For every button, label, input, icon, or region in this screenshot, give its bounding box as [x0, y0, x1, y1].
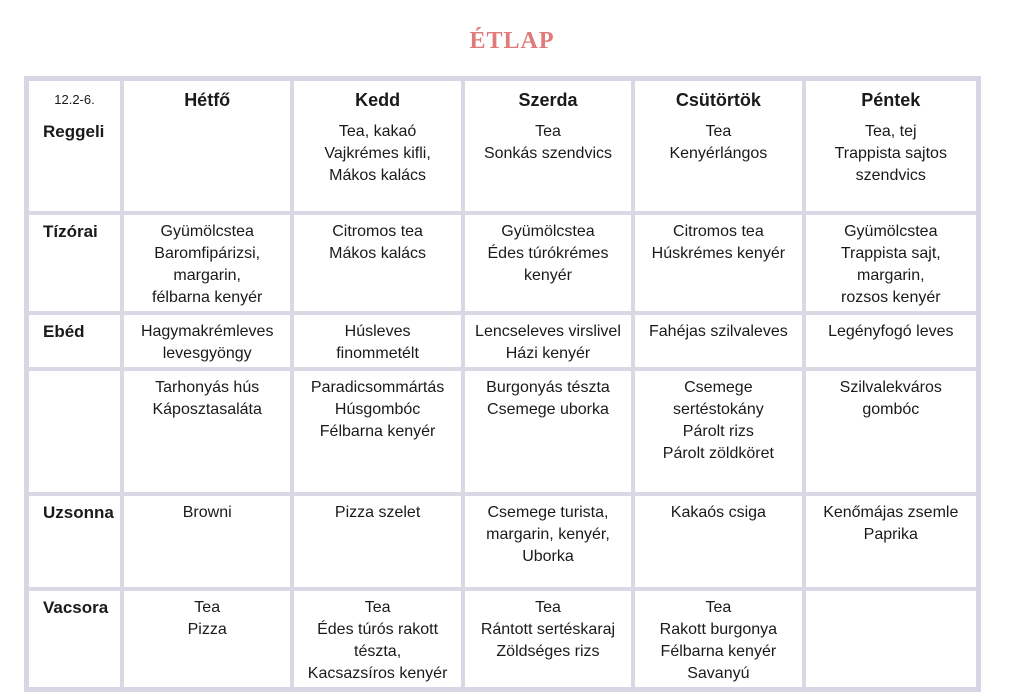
- menu-item-line: Uborka: [522, 548, 574, 565]
- meal-label: Ebéd: [29, 315, 124, 371]
- menu-item-line: finommetélt: [336, 345, 419, 362]
- menu-item-line: Citromos tea: [332, 223, 423, 240]
- menu-item-line: Gyümölcstea: [844, 223, 938, 240]
- menu-item-line: Paprika: [863, 526, 918, 543]
- menu-item-line: Mákos kalács: [329, 167, 427, 184]
- menu-item-line: Tea: [194, 599, 221, 616]
- menu-cell-monday: [124, 215, 294, 315]
- menu-cell-thursday: [635, 496, 805, 591]
- menu-cell-monday: [124, 315, 294, 371]
- menu-cell-thursday: [635, 371, 805, 496]
- day-header-friday: Péntek: [861, 90, 921, 110]
- menu-item-line: rozsos kenyér: [840, 289, 941, 306]
- menu-cell-monday: [124, 115, 294, 215]
- menu-item-line: Rakott burgonya: [659, 621, 778, 638]
- menu-item-line: Tea, tej: [864, 123, 917, 140]
- menu-item-line: Édes túrós rakott: [317, 621, 439, 638]
- meal-row: [29, 496, 976, 591]
- menu-item-line: szendvics: [855, 167, 926, 184]
- menu-item-line: Burgonyás tészta: [486, 379, 610, 396]
- menu-item-line: Csemege uborka: [487, 401, 609, 418]
- menu-cell-friday: [806, 496, 976, 591]
- menu-item-line: gombóc: [862, 401, 920, 418]
- menu-cell-wednesday: [465, 115, 635, 215]
- menu-item-line: sertéstokány: [673, 401, 764, 418]
- menu-item-line: Citromos tea: [673, 223, 764, 240]
- menu-item-line: Félbarna kenyér: [660, 643, 777, 660]
- menu-item-line: kenyér: [523, 267, 572, 284]
- menu-item-line: Húsleves: [344, 323, 411, 340]
- meal-label: Uzsonna: [29, 496, 124, 591]
- menu-cell-friday: [806, 115, 976, 215]
- menu-item-line: Gyümölcstea: [160, 223, 254, 240]
- menu-cell-thursday: [635, 591, 805, 687]
- menu-item-line: Tea: [535, 599, 561, 616]
- menu-item-line: Sonkás szendvics: [483, 145, 612, 162]
- date-range: 12.2-6.: [29, 81, 124, 115]
- menu-item-line: Párolt rizs: [682, 423, 754, 440]
- menu-item-line: Húskrémes kenyér: [651, 245, 786, 262]
- meal-label: [29, 371, 124, 496]
- menu-item-line: margarin,: [173, 267, 241, 284]
- meal-row: [29, 115, 976, 215]
- menu-item-line: Zöldséges rizs: [496, 643, 600, 660]
- menu-item-line: Csemege turista,: [487, 504, 609, 521]
- menu-item-line: Párolt zöldköret: [662, 445, 774, 462]
- menu-cell-thursday: [635, 215, 805, 315]
- menu-item-line: Húsgombóc: [334, 401, 421, 418]
- menu-cell-tuesday: [294, 371, 464, 496]
- menu-item-line: Vajkrémes kifli,: [324, 145, 431, 162]
- menu-cell-wednesday: [465, 215, 635, 315]
- day-header-thursday: Csütörtök: [635, 81, 805, 115]
- header-row: [29, 81, 976, 115]
- day-header-wednesday: Szerda: [465, 81, 635, 115]
- menu-item-line: Szilvalekváros: [839, 379, 942, 396]
- menu-cell-tuesday: [294, 315, 464, 371]
- menu-item-line: Házi kenyér: [505, 345, 591, 362]
- meal-row: [29, 371, 976, 496]
- meal-row: [29, 215, 976, 315]
- day-header-monday: Hétfő: [124, 81, 294, 115]
- menu-item-line: Trappista sajtos: [834, 145, 947, 162]
- menu-cell-friday: [806, 591, 976, 687]
- menu-item-line: margarin, kenyér,: [486, 526, 610, 543]
- meal-row: [29, 591, 976, 687]
- menu-item-line: Félbarna kenyér: [319, 423, 436, 440]
- menu-item-line: Mákos kalács: [329, 245, 427, 262]
- menu-cell-tuesday: [294, 115, 464, 215]
- menu-item-line: Trappista sajt,: [840, 245, 941, 262]
- menu-cell-thursday: [635, 315, 805, 371]
- menu-item-line: Tea: [364, 599, 391, 616]
- menu-cell-friday: [806, 371, 976, 496]
- menu-item-line: Fahéjas szilvaleves: [649, 323, 788, 340]
- menu-item-line: Savanyú: [687, 665, 750, 682]
- menu-cell-wednesday: [465, 591, 635, 687]
- menu-cell-monday: [124, 371, 294, 496]
- menu-item-line: félbarna kenyér: [152, 289, 263, 306]
- menu-item-line: Legényfogó leves: [828, 323, 954, 340]
- menu-cell-wednesday: [465, 496, 635, 591]
- menu-item-line: Tea, kakaó: [338, 123, 417, 140]
- menu-cell-wednesday: [465, 371, 635, 496]
- page-title: ÉTLAP: [469, 28, 555, 54]
- menu-item-line: Hagymakrémleves: [140, 323, 274, 340]
- menu-item-line: Pizza: [187, 621, 227, 638]
- menu-item-line: Rántott sertéskaraj: [480, 621, 616, 638]
- menu-item-line: Baromfipárizsi,: [154, 245, 261, 262]
- menu-item-line: Káposztasaláta: [152, 401, 262, 418]
- meal-label: Reggeli: [29, 115, 124, 215]
- menu-item-line: Tea: [705, 123, 732, 140]
- menu-cell-friday: [806, 215, 976, 315]
- day-header-tuesday: Kedd: [294, 81, 464, 115]
- menu-item-line: Tarhonyás hús: [155, 379, 260, 396]
- menu-body: [29, 115, 976, 687]
- menu-item-line: levesgyöngy: [162, 345, 252, 362]
- menu-item-line: Kacsazsíros kenyér: [307, 665, 448, 682]
- menu-item-line: Gyümölcstea: [501, 223, 595, 240]
- meal-label: Vacsora: [29, 591, 124, 687]
- menu-cell-tuesday: [294, 496, 464, 591]
- menu-cell-thursday: [635, 115, 805, 215]
- menu-item-line: tészta,: [354, 643, 402, 660]
- menu-item-line: Lencseleves virslivel: [475, 323, 621, 340]
- menu-cell-wednesday: [465, 315, 635, 371]
- menu-cell-friday: [806, 315, 976, 371]
- meal-row: [29, 315, 976, 371]
- menu-item-line: Kakaós csiga: [670, 504, 766, 521]
- menu-item-line: Kenyérlángos: [669, 145, 768, 162]
- menu-cell-tuesday: [294, 591, 464, 687]
- menu-item-line: Édes túrókrémes: [487, 245, 609, 262]
- menu-item-line: Tea: [535, 123, 561, 140]
- menu-table: [24, 76, 981, 692]
- menu-cell-monday: [124, 496, 294, 591]
- menu-item-line: Paradicsommártás: [310, 379, 445, 396]
- menu-item-line: Browni: [182, 504, 232, 521]
- menu-cell-tuesday: [294, 215, 464, 315]
- menu-item-line: margarin,: [856, 267, 925, 284]
- meal-label: Tízórai: [29, 215, 124, 315]
- menu-item-line: Pizza szelet: [334, 504, 421, 521]
- menu-item-line: Csemege: [684, 379, 753, 396]
- menu-item-line: Kenőmájas zsemle: [823, 504, 959, 521]
- menu-cell-monday: [124, 591, 294, 687]
- menu-item-line: Tea: [705, 599, 732, 616]
